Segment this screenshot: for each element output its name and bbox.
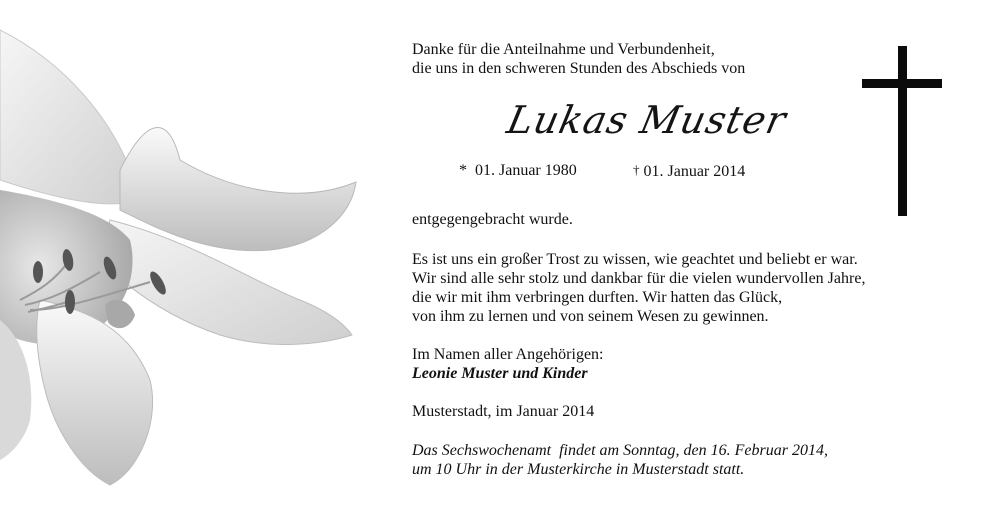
petal-upper-right xyxy=(120,128,356,251)
deceased-name: Lukas Muster xyxy=(503,98,791,142)
notice-line-1: Das Sechswochenamt findet am Sonntag, den 16. Februar 2014, xyxy=(412,442,828,459)
header-line-2: die uns in den schweren Stunden des Abschieds von xyxy=(412,60,746,77)
body-line-1: Es ist uns ein großer Trost zu wissen, wie geachtet und beliebt er war. xyxy=(412,251,858,268)
signature-intro: Im Namen aller Angehörigen: xyxy=(412,346,604,363)
notice-line-2: um 10 Uhr in der Musterkirche in Musterstadt statt. xyxy=(412,461,745,478)
lily-flower-image xyxy=(0,0,370,512)
death-symbol: † xyxy=(633,162,640,177)
petal-bottom xyxy=(37,300,153,485)
header-line-1: Danke für die Anteilnahme und Verbundenheit, xyxy=(412,41,715,58)
after-name-text: entgegengebracht wurde. xyxy=(412,211,573,228)
body-line-2: Wir sind alle sehr stolz und dankbar für die vielen wundervollen Jahre, xyxy=(412,270,866,287)
cross-icon xyxy=(862,46,942,216)
signature-names: Leonie Muster und Kinder xyxy=(412,365,588,382)
petal-top xyxy=(0,30,140,204)
birth-date: 01. Januar 1980 xyxy=(475,162,577,179)
birth-date-row xyxy=(459,162,577,180)
body-line-3: die wir mit ihm verbringen durften. Wir hatten das Glück, xyxy=(412,289,783,306)
body-line-4: von ihm zu lernen und von seinem Wesen zu gewinnen. xyxy=(412,308,769,325)
death-date-row xyxy=(633,162,745,181)
place-date: Musterstadt, im Januar 2014 xyxy=(412,403,595,420)
death-date: 01. Januar 2014 xyxy=(643,163,746,180)
birth-symbol: * xyxy=(459,162,467,179)
